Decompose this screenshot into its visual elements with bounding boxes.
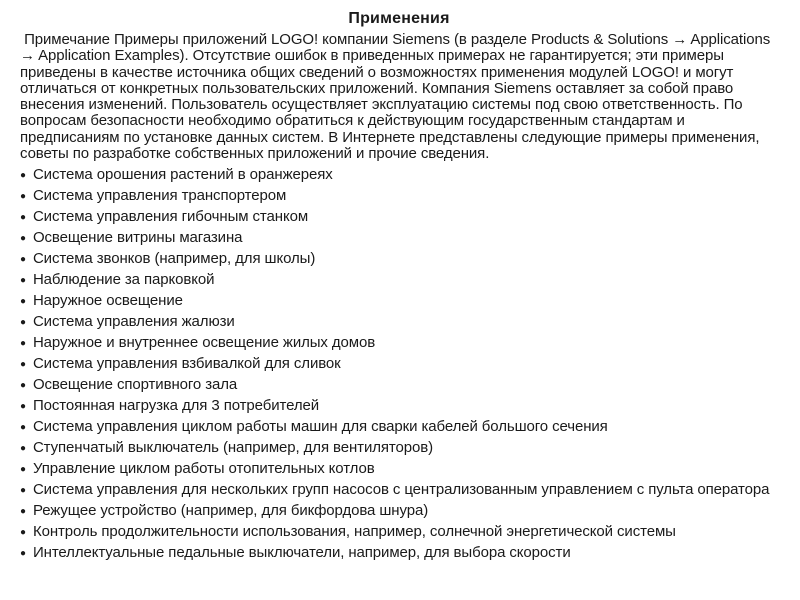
bullet-icon: ●	[20, 191, 26, 203]
bullet-icon: ●	[20, 485, 26, 497]
list-item-text: Система управления гибочным станком	[32, 208, 309, 226]
bullet-icon: ●	[20, 527, 26, 539]
list-item-text: Ступенчатый выключатель (например, для вентиляторов)	[32, 439, 433, 457]
bullet-icon: ●	[20, 380, 26, 392]
list-item-text: Система управления транспортером	[32, 187, 287, 205]
list-item-text: Режущее устройство (например, для бикфордова шнура)	[32, 502, 429, 520]
list-item-text: Освещение витрины магазина	[32, 229, 243, 247]
bullet-icon: ●	[20, 254, 26, 266]
list-item-text: Наружное и внутреннее освещение жилых домов	[32, 334, 376, 352]
list-item-text: Система управления циклом работы машин для сварки кабелей большого сечения	[32, 418, 608, 436]
note-paragraph: Примечание Примеры приложений LOGO! компании Siemens (в разделе Products & Solutions → Applications → Application Examples). Отсутствие ошибок в приведенных примерах не гарантируется; эти примеры приведены в качестве источника общих сведений о возможностях применения модулей LOGO! и могут отличаться от конкретных пользовательских приложений. Компания Siemens оставляет за собой право внесения изменений. Пользователь осуществляет эксплуатацию системы под свою ответственность. По вопросам безопасности необходимо обратиться к действующим государственным стандартам и предписаниям по установке данных систем. В Интернете представлены следующие примеры применения, советы по разработке собственных приложений и прочие сведения.	[20, 31, 775, 163]
list-item	[20, 188, 772, 206]
list-item	[20, 503, 772, 521]
list-item-text: Система звонков (например, для школы)	[32, 250, 316, 268]
list-item-text: Наружное освещение	[32, 292, 183, 310]
bullet-icon: ●	[20, 401, 26, 413]
list-item-text: Система управления жалюзи	[32, 313, 235, 331]
bullet-icon: ●	[20, 443, 26, 455]
list-item-text: Система орошения растений в оранжереях	[32, 166, 333, 184]
bullet-icon: ●	[20, 359, 26, 371]
list-item	[20, 482, 772, 500]
list-item-text: Постоянная нагрузка для 3 потребителей	[32, 397, 320, 415]
bullet-icon: ●	[20, 548, 26, 560]
list-item	[20, 398, 772, 416]
list-item-text: Система управления для нескольких групп насосов с централизованным управлением с пульта оператора	[32, 481, 770, 499]
bullet-icon: ●	[20, 170, 26, 182]
list-item	[20, 461, 772, 479]
list-item-text: Управление циклом работы отопительных котлов	[32, 460, 375, 478]
bullet-icon: ●	[20, 464, 26, 476]
list-item	[20, 314, 772, 332]
list-item	[20, 545, 772, 563]
list-item	[20, 356, 772, 374]
list-item-text: Интеллектуальные педальные выключатели, например, для выбора скорости	[32, 544, 571, 562]
bullet-icon: ●	[20, 212, 26, 224]
applications-list	[20, 167, 778, 563]
bullet-icon: ●	[20, 317, 26, 329]
bullet-icon: ●	[20, 275, 26, 287]
list-item	[20, 230, 772, 248]
list-item	[20, 440, 772, 458]
bullet-icon: ●	[20, 233, 26, 245]
list-item	[20, 167, 772, 185]
bullet-icon: ●	[20, 506, 26, 518]
list-item-text: Освещение спортивного зала	[32, 376, 238, 394]
list-item	[20, 335, 772, 353]
list-item-text: Контроль продолжительности использования, например, солнечной энергетической системы	[32, 523, 676, 541]
bullet-icon: ●	[20, 296, 26, 308]
list-item	[20, 293, 772, 311]
list-item	[20, 419, 772, 437]
list-item	[20, 251, 772, 269]
list-item	[20, 209, 772, 227]
list-item	[20, 524, 772, 542]
list-item-text: Наблюдение за парковкой	[32, 271, 215, 289]
bullet-icon: ●	[20, 338, 26, 350]
list-item-text: Система управления взбивалкой для сливок	[32, 355, 341, 373]
page-title: Применения	[348, 10, 450, 27]
list-item	[20, 272, 772, 290]
bullet-icon: ●	[20, 422, 26, 434]
list-item	[20, 377, 772, 395]
